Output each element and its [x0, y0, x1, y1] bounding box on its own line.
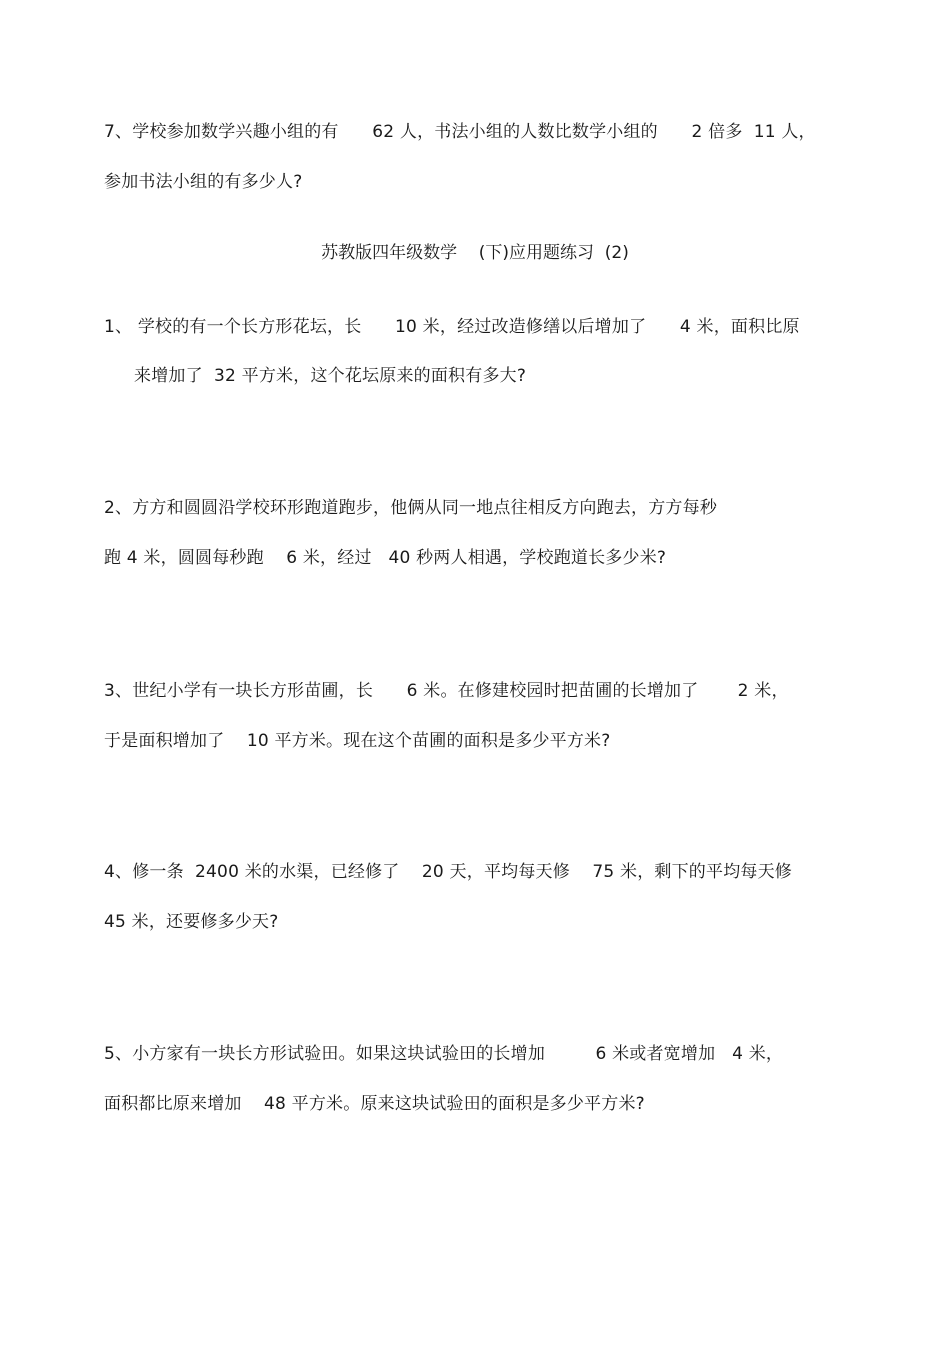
question-4-line-2: 45 米，还要修多少天? — [104, 912, 279, 932]
question-4-line-1: 4、修一条 2400 米的水渠，已经修了 20 天，平均每天修 75 米，剩下的平均每天修 — [104, 862, 792, 882]
question-5-line-2: 面积都比原来增加 48 平方米。原来这块试验田的面积是多少平方米? — [104, 1094, 645, 1114]
question-3-line-1: 3、世纪小学有一块长方形苗圃，长 6 米。在修建校园时把苗圃的长增加了 2 米， — [104, 681, 789, 701]
question-1-line-1: 1、 学校的有一个长方形花坛，长 10 米，经过改造修缮以后增加了 4 米，面积比原 — [104, 317, 800, 337]
question-3-line-2: 于是面积增加了 10 平方米。现在这个苗圃的面积是多少平方米? — [104, 731, 611, 751]
question-5-line-1: 5、小方家有一块长方形试验田。如果这块试验田的长增加 6 米或者宽增加 4 米， — [104, 1044, 784, 1064]
question-7-line-2: 参加书法小组的有多少人? — [104, 172, 303, 192]
question-7-line-1: 7、学校参加数学兴趣小组的有 62 人，书法小组的人数比数学小组的 2 倍多 11 人， — [104, 122, 816, 142]
question-1-line-2: 来增加了 32 平方米，这个花坛原来的面积有多大? — [134, 366, 527, 386]
section-title: 苏教版四年级数学 (下)应用题练习 (2) — [321, 243, 629, 263]
question-2-line-2: 跑 4 米，圆圆每秒跑 6 米，经过 40 秒两人相遇，学校跑道长多少米? — [104, 548, 667, 568]
question-2-line-1: 2、方方和圆圆沿学校环形跑道跑步，他俩从同一地点往相反方向跑去，方方每秒 — [104, 498, 718, 518]
